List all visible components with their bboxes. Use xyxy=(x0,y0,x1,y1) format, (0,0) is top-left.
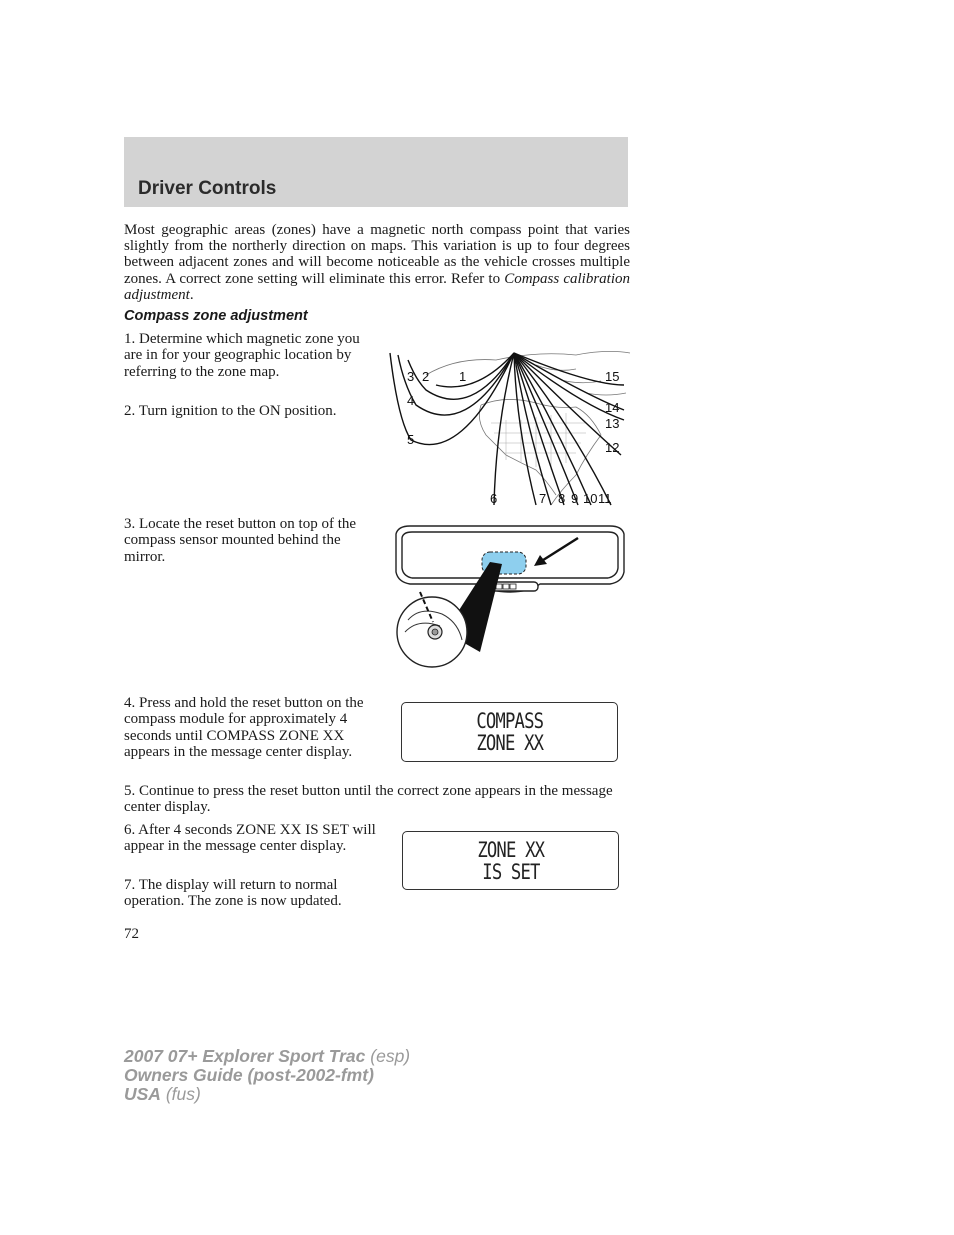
display-line-1: ZONE XX xyxy=(477,837,544,862)
zone-label: 6 xyxy=(490,491,498,506)
step-6: 6. After 4 seconds ZONE XX IS SET will appear in the message center display. xyxy=(124,822,376,855)
section-heading: Compass zone adjustment xyxy=(124,308,308,324)
step-5: 5. Continue to press the reset button until the correct zone appears in the message center display. xyxy=(124,783,613,816)
document-footer xyxy=(124,1047,410,1104)
zone-label: 11 xyxy=(598,491,612,506)
display-line-2: IS SET xyxy=(481,859,540,884)
display-line-2: ZONE XX xyxy=(476,731,543,755)
mirror-sensor-figure xyxy=(390,522,630,672)
zone-label: 7 xyxy=(539,491,547,506)
step-1: 1. Determine which magnetic zone you are in for your geographic location by referring to the zone map. xyxy=(124,331,360,380)
footer-model: 2007 07+ Explorer Sport Trac xyxy=(124,1046,366,1066)
footer-market: USA xyxy=(124,1084,161,1104)
footer-market-code: (fus) xyxy=(160,1084,201,1104)
page-title: Driver Controls xyxy=(138,178,277,199)
intro-text: Most geographic areas (zones) have a magnetic north compass point that varies slightly from the northerly direction on maps. This variation is up to four degrees between adjacent zones and will become noticeable as the vehicle crosses multiple zones. A correct zone setting will eliminate this error. Refer to xyxy=(124,222,630,287)
cross-reference-link[interactable]: Compass calibration adjustment xyxy=(124,270,630,303)
zone-label: 4 xyxy=(407,393,415,408)
footer-guide: Owners Guide (post-2002-fmt) xyxy=(124,1065,374,1085)
zone-label: 9 xyxy=(571,491,579,506)
intro-paragraph xyxy=(124,222,630,303)
step-2: 2. Turn ignition to the ON position. xyxy=(124,403,337,419)
step-4: 4. Press and hold the reset button on the compass module for approximately 4 seconds until COMPASS ZONE XX appears in the message center display. xyxy=(124,695,364,761)
zone-label: 1 xyxy=(459,369,467,384)
zone-map-figure xyxy=(386,345,632,510)
page-number: 72 xyxy=(124,926,139,942)
zone-label: 8 xyxy=(558,491,566,506)
zone-label: 14 xyxy=(605,400,620,415)
zone-label: 12 xyxy=(605,440,620,455)
zone-label: 13 xyxy=(605,416,620,431)
zone-label: 10 xyxy=(583,491,598,506)
intro-end: . xyxy=(189,286,194,303)
step-7: 7. The display will return to normal operation. The zone is now updated. xyxy=(124,877,342,910)
zone-label: 3 xyxy=(407,369,415,384)
footer-model-code: (esp) xyxy=(365,1046,411,1066)
display-line-1: COMPASS xyxy=(476,709,543,733)
message-center-display-compass-zone xyxy=(401,702,618,762)
zone-label: 2 xyxy=(422,369,430,384)
step-3: 3. Locate the reset button on top of the compass sensor mounted behind the mirror. xyxy=(124,516,357,565)
section-header-band xyxy=(124,137,628,207)
zone-labels xyxy=(407,369,619,506)
zone-label: 5 xyxy=(407,432,415,447)
message-center-display-zone-set xyxy=(402,831,619,890)
zone-label: 15 xyxy=(605,369,620,384)
